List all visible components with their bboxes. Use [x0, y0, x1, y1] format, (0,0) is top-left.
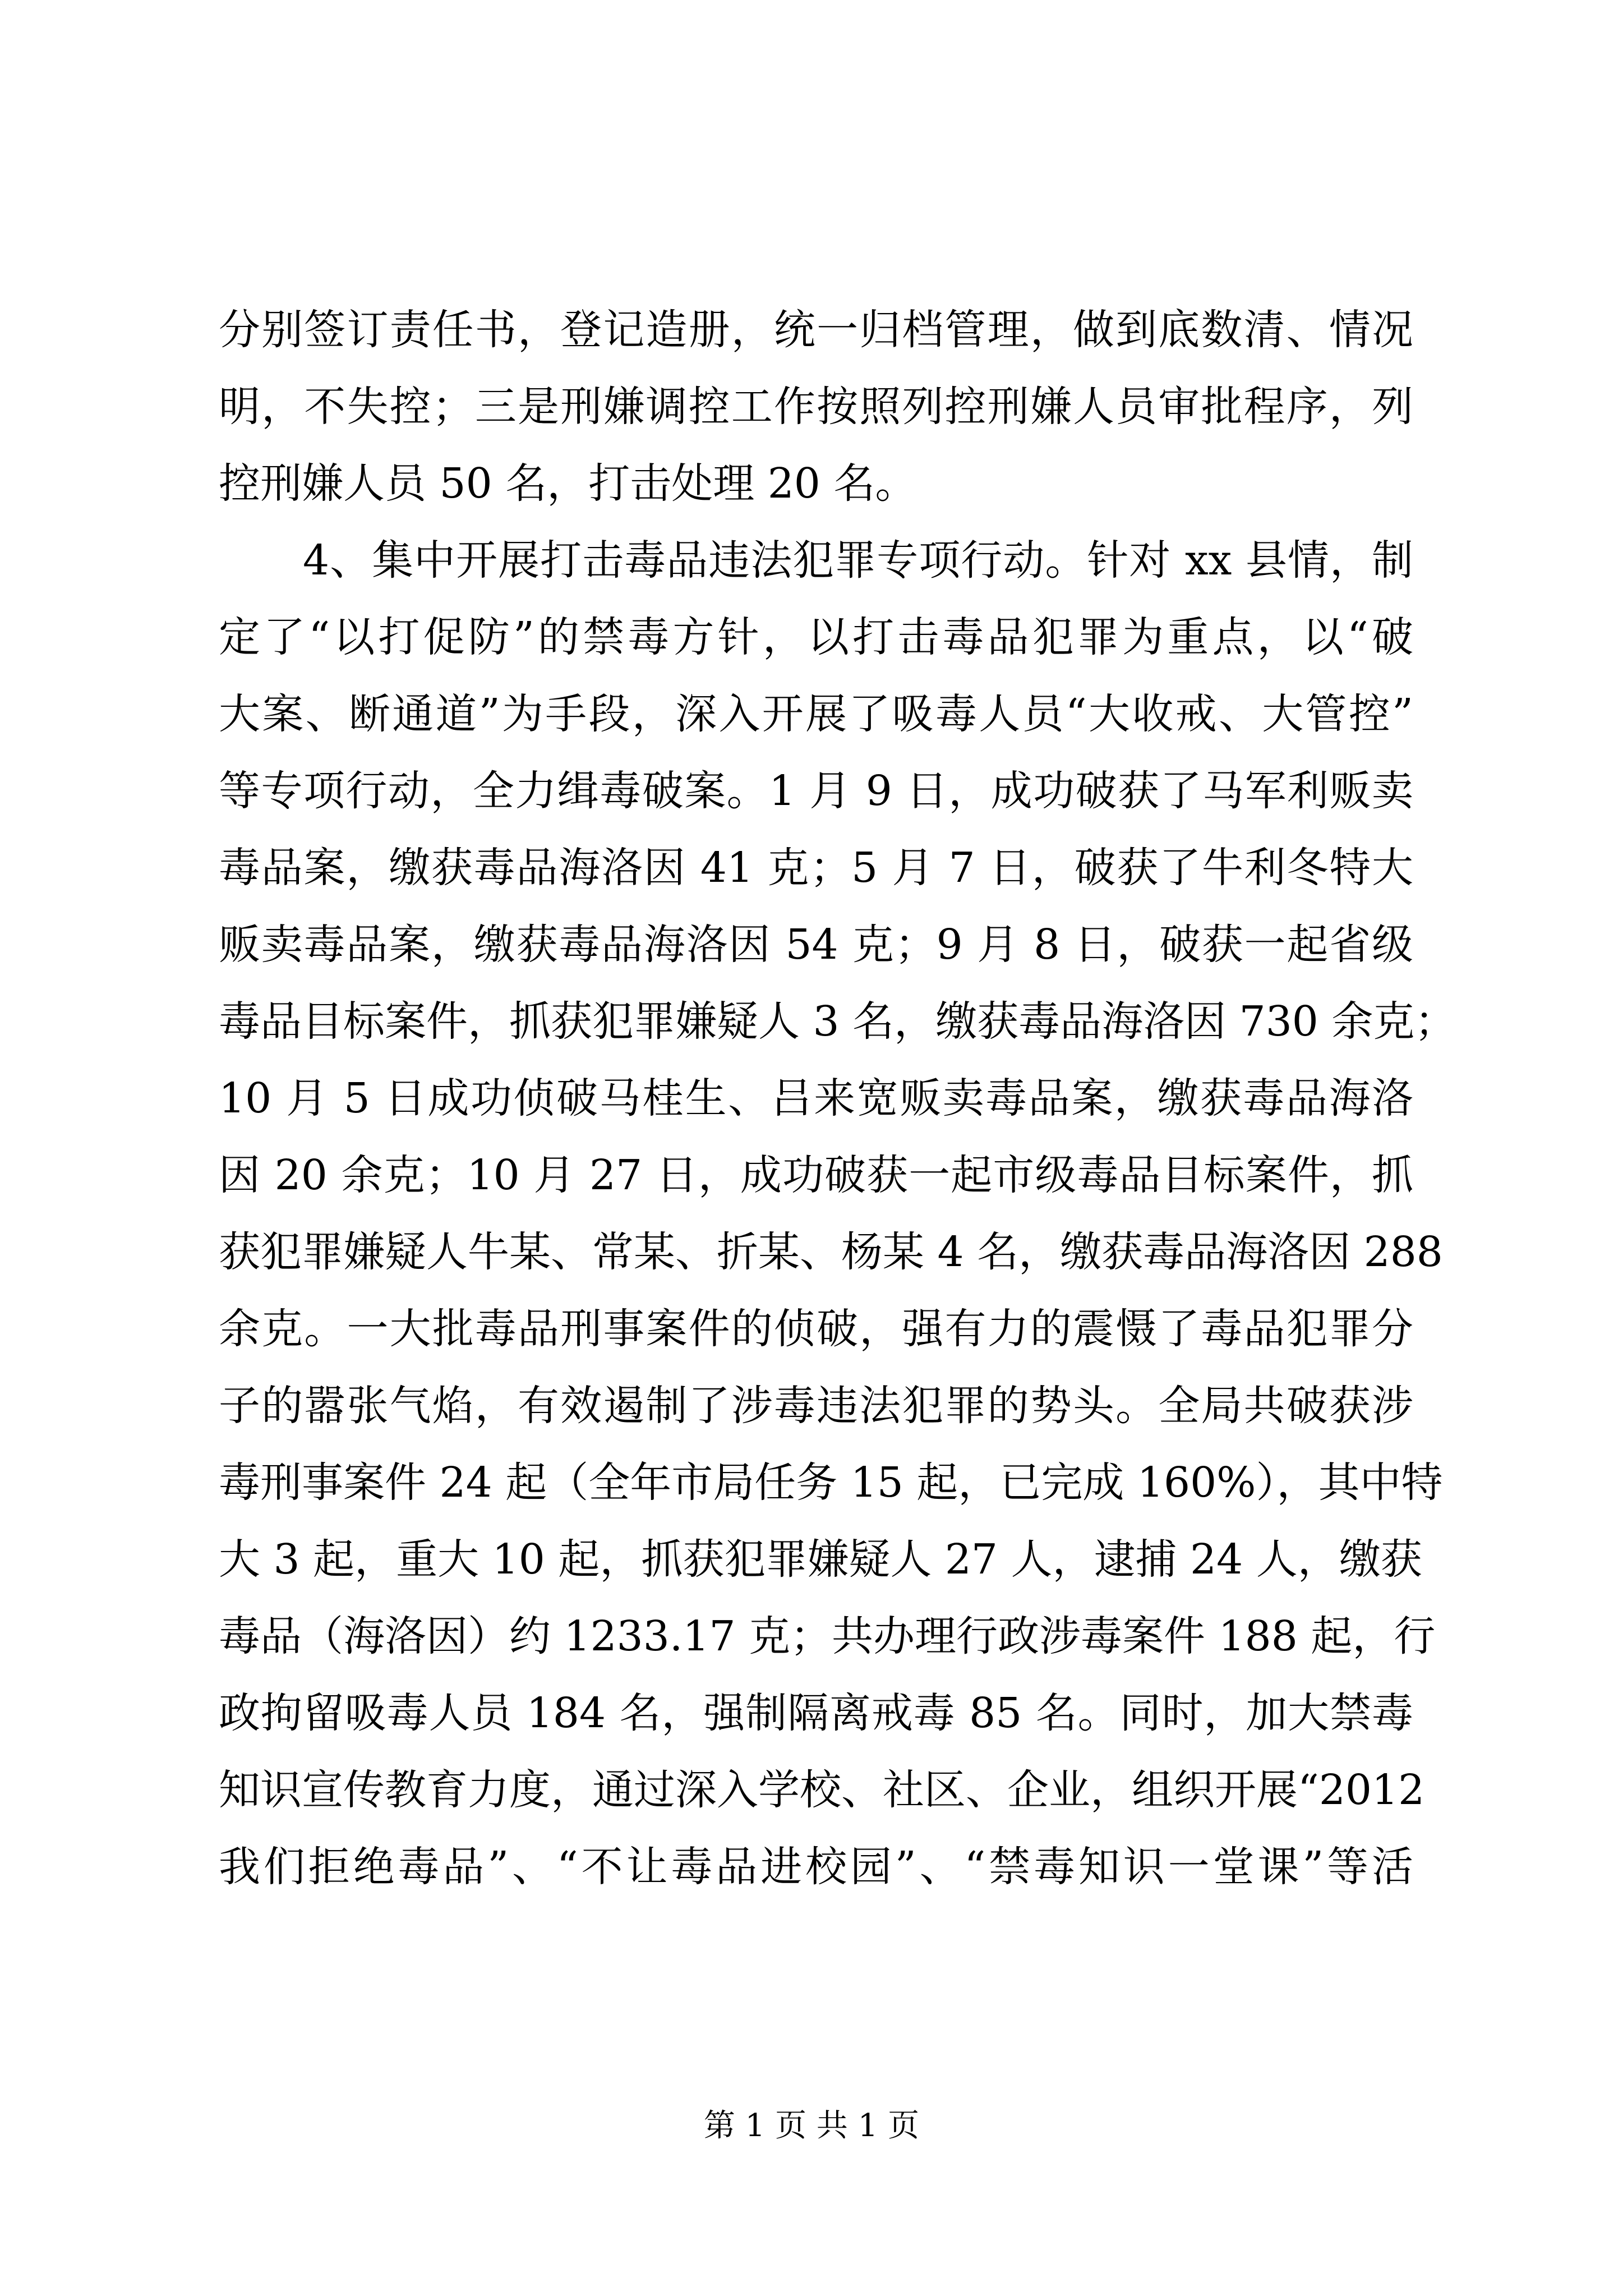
- text-line: 10 月 5 日成功侦破马桂生、吕来宽贩卖毒品案，缴获毒品海洛: [219, 1074, 1413, 1122]
- text-line: 大案、断通道”为手段，深入开展了吸毒人员“大收戒、大管控”: [219, 690, 1413, 738]
- text-line: 毒品案，缴获毒品海洛因 41 克；5 月 7 日，破获了牛利冬特大: [219, 844, 1413, 892]
- page-number-label: 第 1 页 共 1 页: [703, 2108, 920, 2144]
- document-body: [219, 292, 1456, 1906]
- text-line: 毒品目标案件，抓获犯罪嫌疑人 3 名，缴获毒品海洛因 730 余克；: [219, 997, 1456, 1046]
- text-line: 控刑嫌人员 50 名，打击处理 20 名。: [219, 459, 917, 508]
- text-line: 等专项行动，全力缉毒破案。1 月 9 日，成功破获了马军利贩卖: [219, 767, 1413, 815]
- text-line: 大 3 起，重大 10 起，抓获犯罪嫌疑人 27 人，逮捕 24 人，缴获: [219, 1535, 1422, 1584]
- text-line: 知识宣传教育力度，通过深入学校、社区、企业，组织开展“2012: [219, 1766, 1425, 1814]
- text-line: 毒品（海洛因）约 1233.17 克；共办理行政涉毒案件 188 起，行: [219, 1612, 1436, 1660]
- text-line: 定了“以打促防”的禁毒方针，以打击毒品犯罪为重点，以“破: [219, 613, 1413, 661]
- text-line: 明，不失控；三是刑嫌调控工作按照列控刑嫌人员审批程序，列: [219, 383, 1413, 431]
- text-line: 获犯罪嫌疑人牛某、常某、折某、杨某 4 名，缴获毒品海洛因 288: [219, 1228, 1443, 1276]
- text-line: 因 20 余克；10 月 27 日，成功破获一起市级毒品目标案件，抓: [219, 1151, 1413, 1199]
- text-line: 子的嚣张气焰，有效遏制了涉毒违法犯罪的势头。全局共破获涉: [219, 1382, 1413, 1430]
- text-line: 毒刑事案件 24 起（全年市局任务 15 起，已完成 160%），其中特: [219, 1458, 1443, 1507]
- text-line: 政拘留吸毒人员 184 名，强制隔离戒毒 85 名。同时，加大禁毒: [219, 1689, 1413, 1737]
- text-line: 分别签订责任书，登记造册，统一归档管理，做到底数清、情况: [219, 306, 1413, 354]
- text-line: 余克。一大批毒品刑事案件的侦破，强有力的震慑了毒品犯罪分: [219, 1305, 1413, 1353]
- text-line: 我们拒绝毒品”、“不让毒品进校园”、“禁毒知识一堂课”等活: [219, 1843, 1413, 1891]
- paragraph-first-line: 4、集中开展打击毒品违法犯罪专项行动。针对 xx 县情，制: [303, 536, 1413, 585]
- text-line: 贩卖毒品案，缴获毒品海洛因 54 克；9 月 8 日，破获一起省级: [219, 921, 1413, 969]
- page-footer: [0, 2104, 1623, 2148]
